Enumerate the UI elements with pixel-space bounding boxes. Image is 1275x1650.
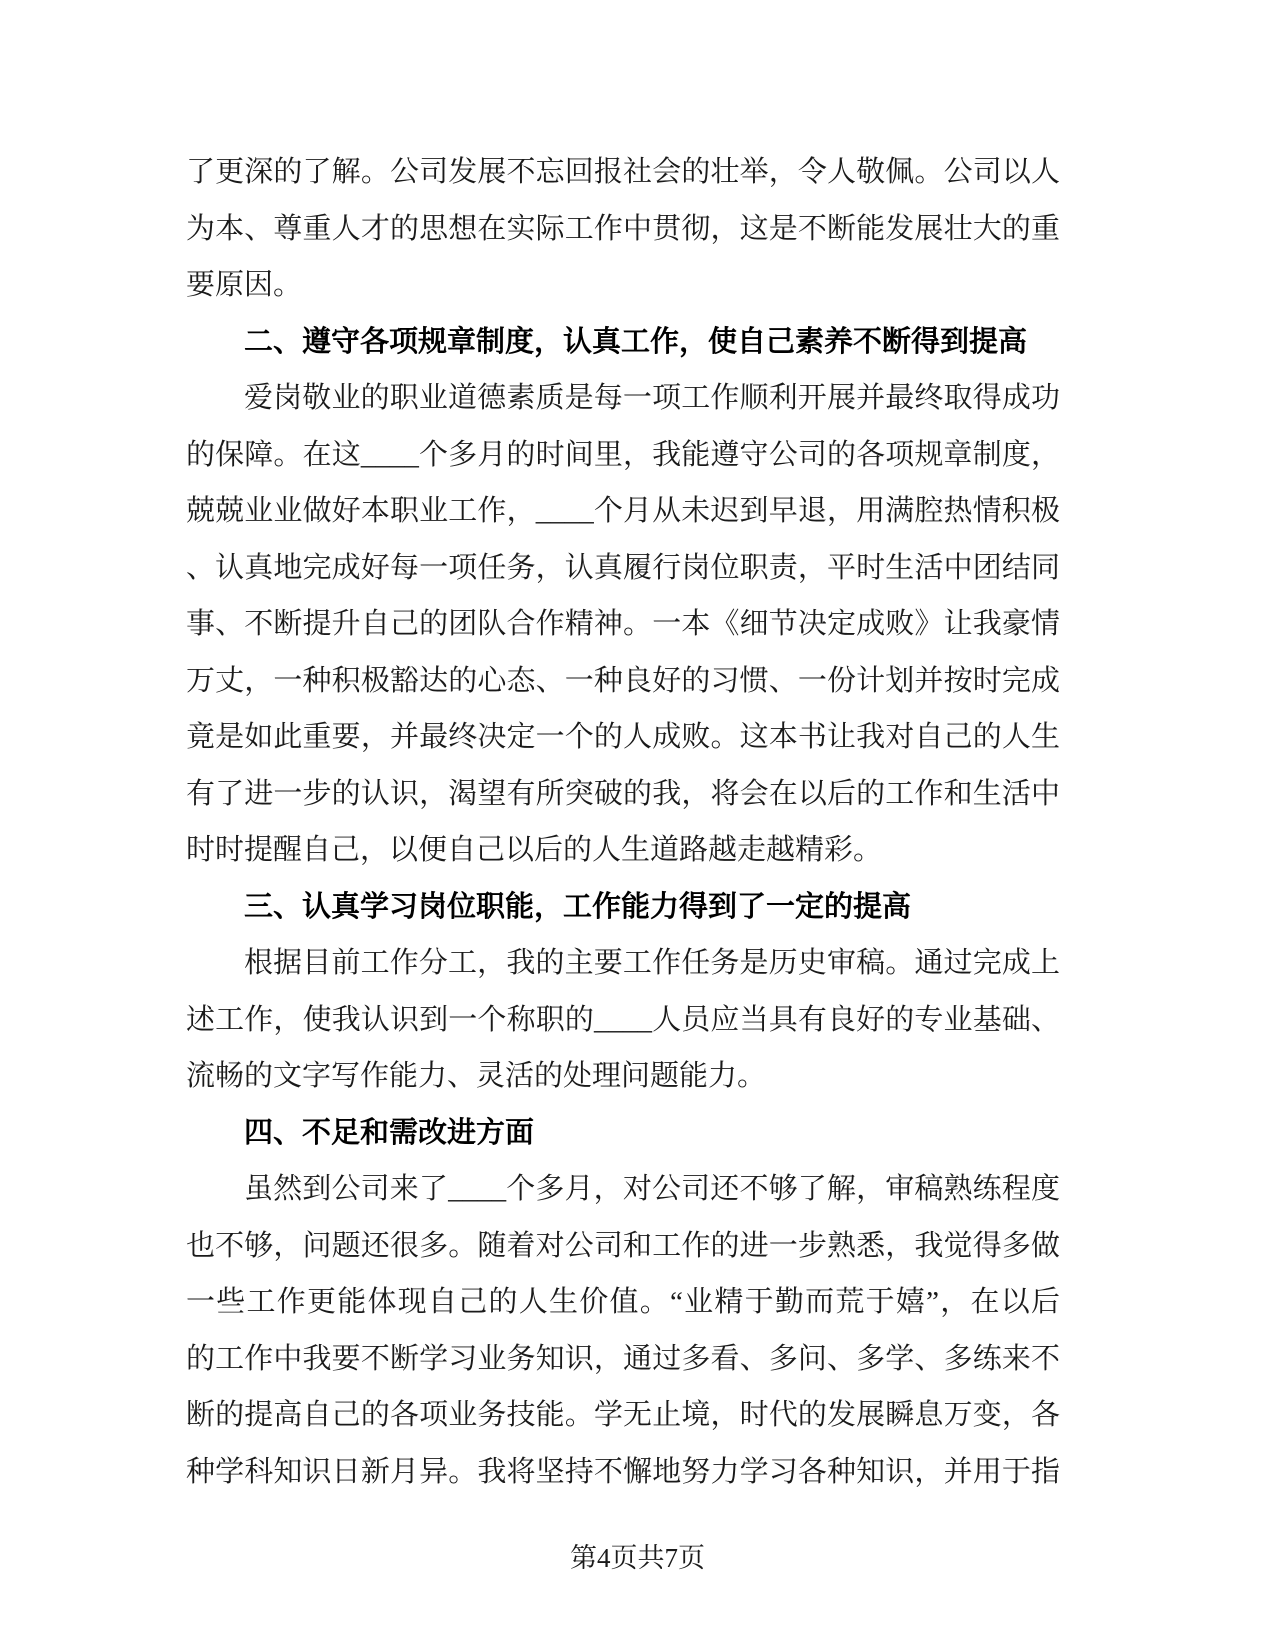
body-text-line: 、认真地完成好每一项任务，认真履行岗位职责，平时生活中团结同 <box>186 551 1060 584</box>
body-text-line: 流畅的文字写作能力、灵活的处理问题能力。 <box>186 1060 767 1092</box>
body-text-line: 时时提醒自己，以便自己以后的人生道路越走越精彩。 <box>186 834 883 866</box>
body-text-line: 事、不断提升自己的团队合作精神。一本《细节决定成败》让我豪情 <box>186 608 1060 640</box>
body-text-line: 要原因。 <box>186 269 303 301</box>
body-text-line: 的保障。在这____个多月的时间里，我能遵守公司的各项规章制度， <box>186 438 1060 471</box>
body-text-line: 虽然到公司来了____个多月，对公司还不够了解，审稿熟练程度 <box>244 1173 1060 1205</box>
body-text-line: 述工作，使我认识到一个称职的____人员应当具有良好的专业基础、 <box>186 1003 1060 1036</box>
body-text-line: 种学科知识日新月异。我将坚持不懈地努力学习各种知识，并用于指 <box>186 1455 1060 1488</box>
document-body <box>186 144 1060 1500</box>
body-text-line: 竟是如此重要，并最终决定一个的人成败。这本书让我对自己的人生 <box>186 721 1060 753</box>
body-text-line: 为本、尊重人才的思想在实际工作中贯彻，这是不断能发展壮大的重 <box>186 212 1060 245</box>
body-text-line: 一些工作更能体现自己的人生价值。“业精于勤而荒于嬉”，在以后 <box>186 1286 1060 1318</box>
body-text-line: 的工作中我要不断学习业务知识，通过多看、多问、多学、多练来不 <box>186 1342 1060 1375</box>
section-heading: 三、认真学习岗位职能，工作能力得到了一定的提高 <box>244 890 912 923</box>
body-text-line: 有了进一步的认识，渴望有所突破的我，将会在以后的工作和生活中 <box>186 777 1060 810</box>
page-number: 第4页共7页 <box>570 1543 705 1573</box>
body-text-line: 万丈，一种积极豁达的心态、一种良好的习惯、一份计划并按时完成 <box>186 664 1060 697</box>
body-text-line: 也不够，问题还很多。随着对公司和工作的进一步熟悉，我觉得多做 <box>186 1229 1060 1262</box>
body-text-line: 爱岗敬业的职业道德素质是每一项工作顺利开展并最终取得成功 <box>244 382 1060 414</box>
body-text-line: 根据目前工作分工，我的主要工作任务是历史审稿。通过完成上 <box>244 947 1060 979</box>
section-heading: 二、遵守各项规章制度，认真工作，使自己素养不断得到提高 <box>244 325 1028 358</box>
section-heading: 四、不足和需改进方面 <box>244 1116 535 1149</box>
body-text-line: 了更深的了解。公司发展不忘回报社会的壮举，令人敬佩。公司以人 <box>186 156 1060 188</box>
body-text-line: 断的提高自己的各项业务技能。学无止境，时代的发展瞬息万变，各 <box>186 1399 1060 1431</box>
body-text-line: 兢兢业业做好本职业工作，____个月从未迟到早退，用满腔热情积极 <box>186 495 1060 527</box>
